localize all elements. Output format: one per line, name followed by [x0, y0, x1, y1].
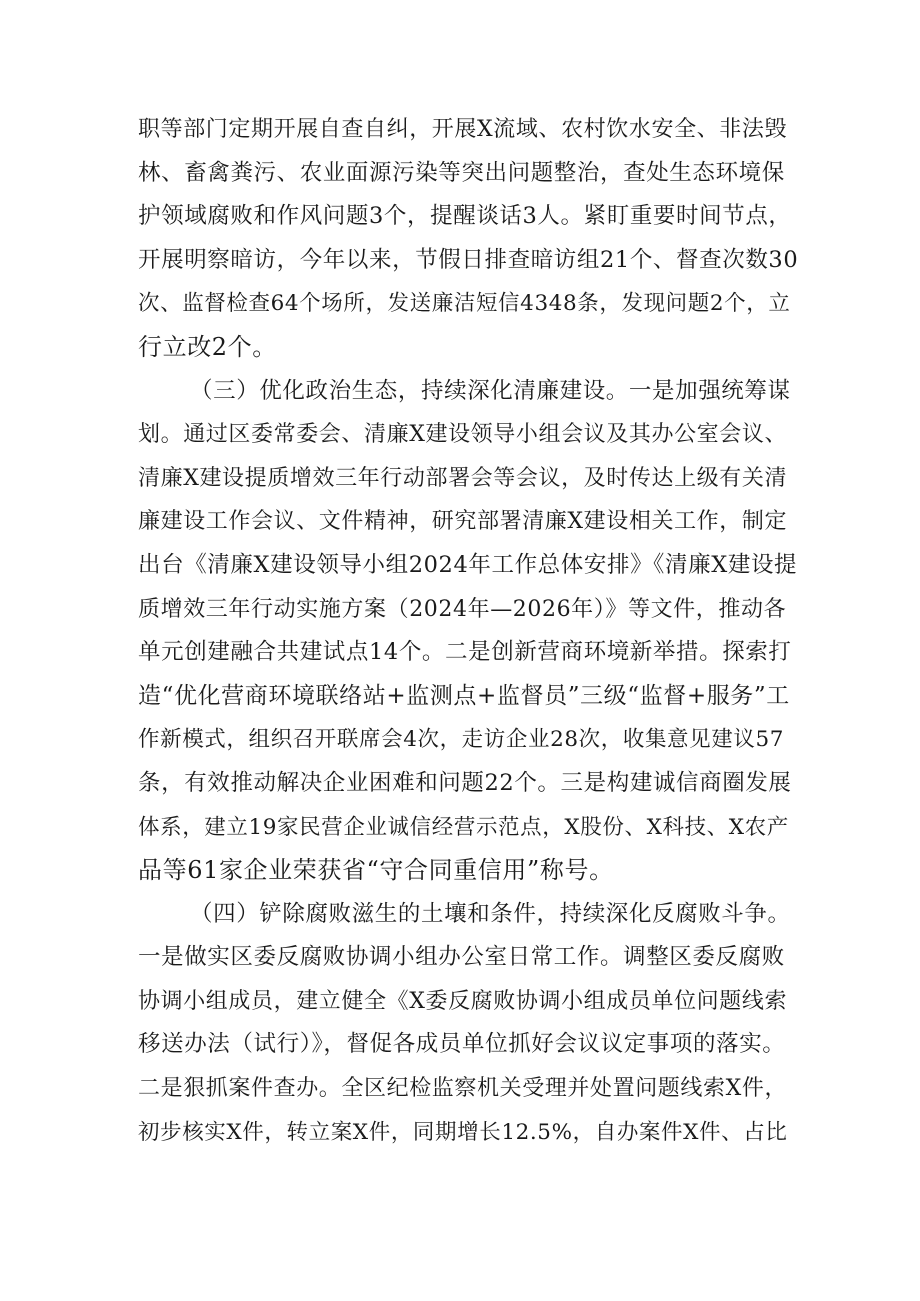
text-line: 划。通过区委常委会、清廉X建设领导小组会议及其办公室会议、 [138, 422, 788, 448]
text-line: 廉建设工作会议、文件精神，研究部署清廉X建设相关工作，制定 [138, 509, 788, 535]
text-line: 造“优化营商环境联络站+监测点+监督员”三级“监督+服务”工 [138, 682, 790, 709]
text-line: 初步核实X件，转立案X件，同期增长12.5%，自办案件X件、占比 [138, 1119, 788, 1145]
section-heading-line: （三）优化政治生态，持续深化清廉建设。一是加强统筹谋 [190, 377, 791, 404]
text-line: 次、监督检查64个场所，发送廉洁短信4348条，发现问题2个，立 [138, 291, 791, 317]
text-line: 职等部门定期开展自查自纠，开展X流域、农村饮水安全、非法毁 [138, 117, 788, 142]
text-line: 作新模式，组织召开联席会4次，走访企业28次，收集意见建议57 [138, 727, 784, 753]
text-line: 协调小组成员，建立健全《X委反腐败协调小组成员单位问题线索 [138, 988, 788, 1014]
text-line: 一是做实区委反腐败协调小组办公室日常工作。调整区委反腐败 [138, 944, 785, 971]
document-body [138, 108, 798, 1154]
paragraph-section-3 [138, 370, 798, 893]
text-line: 单元创建融合共建试点14个。二是创新营商环境新举措。探索打 [138, 639, 792, 666]
text-line: 清廉X建设提质增效三年行动部署会等会议，及时传达上级有关清 [138, 465, 788, 491]
text-line: 开展明察暗访，今年以来，节假日排查暗访组21个、督查次数30 [138, 246, 799, 273]
text-line: 护领域腐败和作风问题3个，提醒谈话3人。紧盯重要时间节点， [138, 203, 792, 230]
text-line: 品等61家企业荣获省“守合同重信用”称号。 [138, 856, 614, 885]
text-line: 体系，建立19家民营企业诚信经营示范点，X股份、X科技、X农产 [138, 814, 789, 840]
text-line: 质增效三年行动实施方案（2024年—2026年）》等文件，推动各 [138, 596, 787, 622]
paragraph-continuation [138, 108, 798, 370]
text-line: 二是狠抓案件查办。全区纪检监察机关受理并处置问题线索X件， [138, 1076, 788, 1102]
paragraph-section-4 [138, 893, 798, 1155]
text-line: 出台《清廉X建设领导小组2024年工作总体安排》《清廉X建设提 [138, 551, 798, 578]
text-line: 条，有效推动解决企业困难和问题22个。三是构建诚信商圈发展 [138, 769, 792, 796]
section-heading-line: （四）铲除腐败滋生的土壤和条件，持续深化反腐败斗争。 [190, 900, 791, 927]
text-line: 林、畜禽粪污、农业面源污染等突出问题整治，查处生态环境保 [138, 159, 785, 186]
text-line: 行立改2个。 [138, 332, 277, 361]
text-line: 移送办法（试行）》，督促各成员单位抓好会议议定事项的落实。 [138, 1031, 786, 1058]
